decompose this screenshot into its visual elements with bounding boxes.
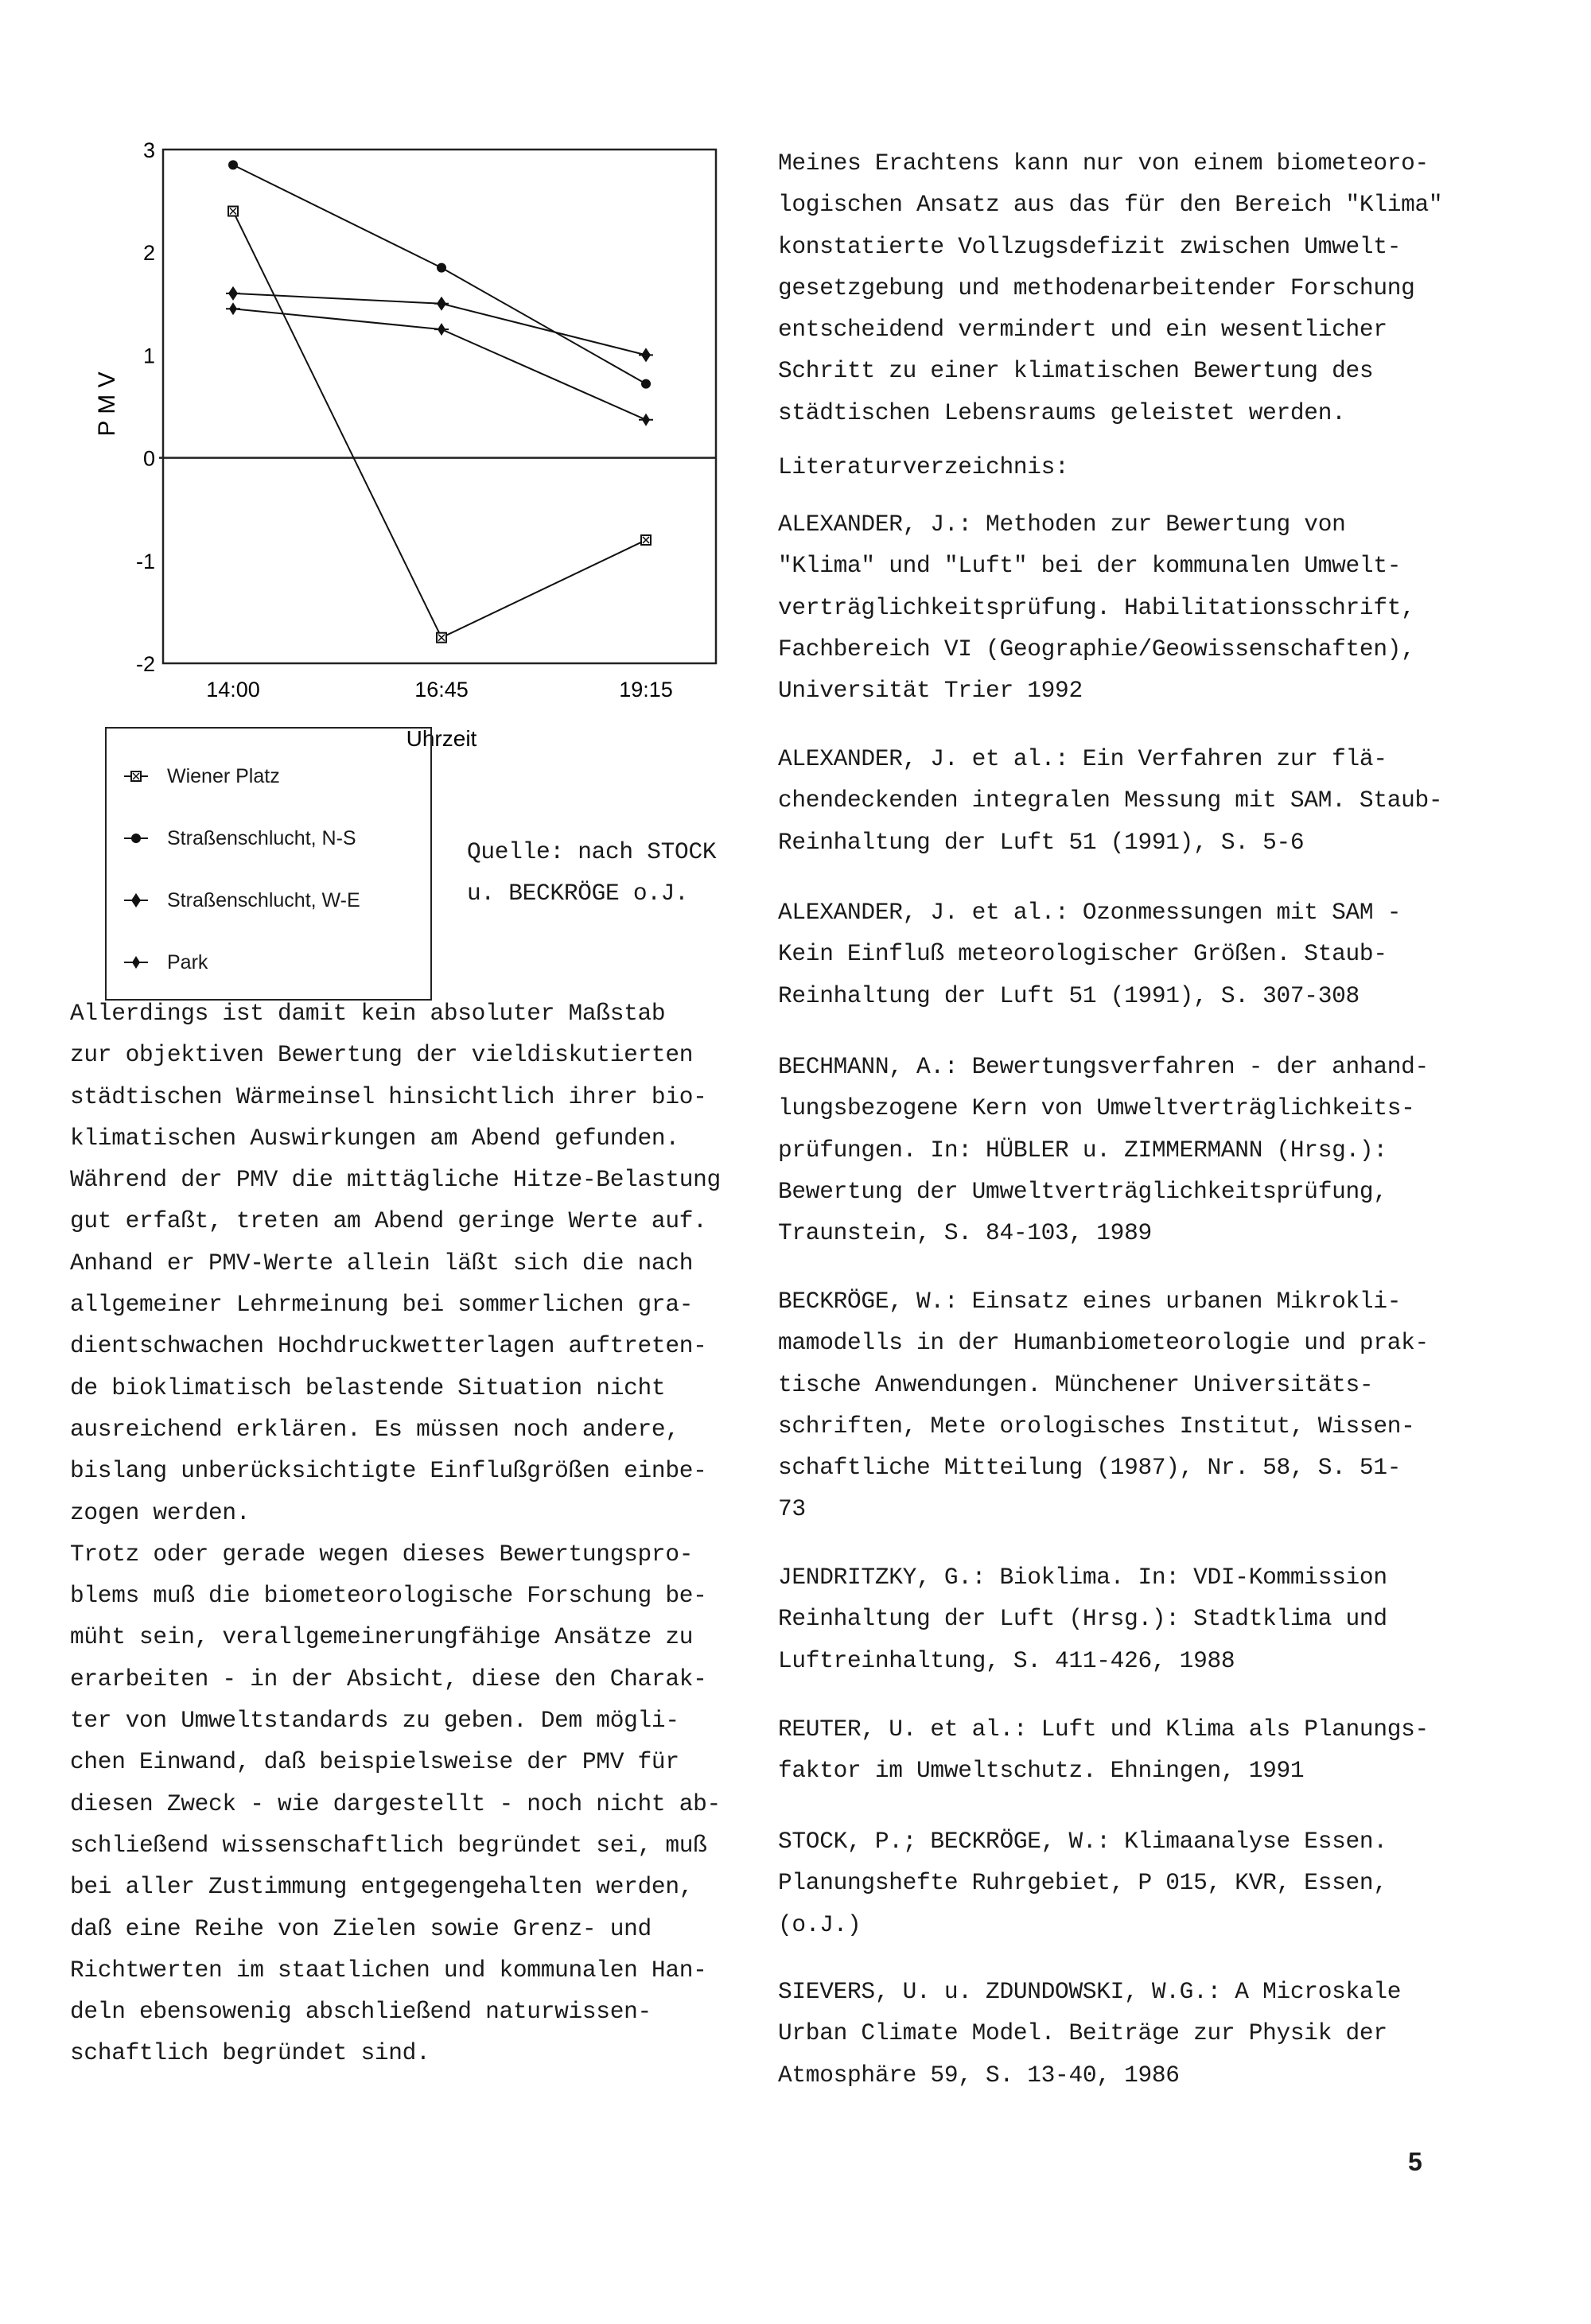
text-line: allgemeiner Lehrmeinung bei sommerlichen gra-: [70, 1291, 694, 1319]
bibliography-entry: [778, 892, 1401, 1016]
text-line: Planungshefte Ruhrgebiet, P 015, KVR, Essen,: [778, 1869, 1387, 1897]
page-number: 5: [1408, 2147, 1422, 2176]
text-line: Reinhaltung der Luft (Hrsg.): Stadtklima und: [778, 1605, 1387, 1633]
text-line: STOCK, P.; BECKRÖGE, W.: Klimaanalyse Essen.: [778, 1828, 1387, 1855]
text-line: müht sein, verallgemeinerungfähige Ansätze zu: [70, 1623, 694, 1651]
text-line: logischen Ansatz aus das für den Bereich "Klima": [778, 191, 1443, 219]
legend-item: [123, 946, 208, 978]
text-line: de bioklimatisch belastende Situation nicht: [70, 1374, 666, 1401]
text-line: schriften, Mete orologisches Institut, Wissen-: [778, 1412, 1415, 1440]
text-line: faktor im Umweltschutz. Ehningen, 1991: [778, 1757, 1305, 1785]
y-tick-label: -2: [135, 652, 155, 676]
text-line: daß eine Reihe von Zielen sowie Grenz- und: [70, 1914, 652, 1942]
text-line: (o.J.): [778, 1910, 862, 1938]
text-line: Richtwerten im staatlichen und kommunalen Han-: [70, 1956, 707, 1984]
text-line: BECHMANN, A.: Bewertungsverfahren - der anhand-: [778, 1053, 1429, 1080]
text-line: schließend wissenschaftlich begründet sei, muß: [70, 1831, 707, 1859]
text-line: gesetzgebung und methodenarbeitender Forschung: [778, 274, 1415, 301]
x-axis-label: Uhrzeit: [406, 726, 477, 751]
text-line: chendeckenden integralen Messung mit SAM. Staub-: [778, 787, 1443, 814]
x-tick-label: 19:15: [619, 678, 673, 701]
text-line: entscheidend vermindert und ein wesentlicher: [778, 316, 1387, 344]
data-point-1-1: [437, 263, 446, 273]
text-line: schaftlich begründet sind.: [70, 2039, 430, 2067]
legend-marker-icon: [123, 953, 150, 972]
bibliography-entry: [778, 1971, 1401, 2096]
data-point-0-0: [228, 207, 238, 216]
y-axis-label: P M V: [94, 371, 120, 437]
text-line: klimatischen Auswirkungen am Abend gefunden.: [70, 1124, 679, 1152]
text-line: lungsbezogene Kern von Umweltverträglichkeits-: [778, 1094, 1415, 1122]
text-line: Anhand er PMV-Werte allein läßt sich die nach: [70, 1249, 694, 1277]
text-line: ALEXANDER, J. et al.: Ein Verfahren zur flä-: [778, 745, 1387, 772]
text-line: tische Anwendungen. Münchener Universitäts-: [778, 1370, 1374, 1398]
text-line: dientschwachen Hochdruckwetterlagen auftreten-: [70, 1332, 707, 1360]
data-point-3-0: [226, 302, 240, 315]
pmv-line-chart: [0, 0, 796, 764]
text-line: ter von Umweltstandards zu geben. Dem mögli-: [70, 1707, 679, 1735]
bibliography-entry: [778, 1821, 1387, 1945]
data-point-2-2: [639, 348, 653, 362]
text-line: schaftliche Mitteilung (1987), Nr. 58, S. 51-: [778, 1454, 1402, 1482]
data-point-3-1: [434, 323, 449, 336]
legend-item: [123, 760, 280, 792]
data-point-3-2: [639, 414, 653, 426]
text-line: blems muß die biometeorologische Forschung be-: [70, 1582, 707, 1610]
text-line: ALEXANDER, J. et al.: Ozonmessungen mit SAM -: [778, 899, 1402, 926]
data-point-1-2: [641, 379, 651, 389]
text-line: REUTER, U. et al.: Luft und Klima als Planungs-: [778, 1716, 1429, 1743]
text-line: Traunstein, S. 84-103, 1989: [778, 1219, 1152, 1247]
series-line-3: [233, 309, 646, 420]
source-caption: [467, 831, 716, 915]
text-line: Kein Einfluß meteorologischer Größen. Staub-: [778, 940, 1387, 968]
source-line: Quelle: nach STOCK: [467, 838, 717, 865]
y-tick-label: -1: [135, 549, 155, 573]
text-line: bislang unberücksichtigte Einflußgrößen einbe-: [70, 1457, 707, 1485]
legend-marker-icon: [123, 829, 150, 848]
text-line: verträglichkeitsprüfung. Habilitationsschrift,: [778, 593, 1415, 621]
legend-marker: [131, 771, 141, 781]
legend-marker: [129, 893, 143, 907]
text-line: Meines Erachtens kann nur von einem biometeoro-: [778, 150, 1429, 177]
legend-marker-icon: [123, 767, 150, 786]
text-line: Bewertung der Umweltverträglichkeitsprüfung,: [778, 1177, 1387, 1205]
text-line: bei aller Zustimmung entgegengehalten werden,: [70, 1873, 694, 1901]
data-point-2-1: [434, 297, 449, 311]
text-line: zur objektiven Bewertung der vieldiskutierten: [70, 1041, 694, 1069]
text-line: diesen Zweck - wie dargestellt - noch nicht ab-: [70, 1790, 721, 1817]
y-tick-label: 3: [142, 138, 155, 162]
text-line: Literaturverzeichnis:: [778, 453, 1069, 480]
text-line: JENDRITZKY, G.: Bioklima. In: VDI-Kommission: [778, 1564, 1387, 1591]
body-text-right: [778, 142, 1442, 433]
x-tick-label: 14:00: [206, 678, 260, 701]
text-line: Fachbereich VI (Geographie/Geowissenschaften),: [778, 635, 1415, 663]
bibliography-entry: [778, 503, 1415, 711]
text-line: BECKRÖGE, W.: Einsatz eines urbanen Mikrokli-: [778, 1288, 1402, 1315]
y-tick-label: 0: [142, 446, 155, 471]
y-tick-label: 1: [142, 344, 155, 368]
bibliography-entry: [778, 1556, 1387, 1681]
bibliography-entry: [778, 1708, 1429, 1792]
legend-marker: [129, 956, 143, 969]
text-line: Luftreinhaltung, S. 411-426, 1988: [778, 1646, 1235, 1674]
data-point-2-0: [226, 286, 240, 301]
x-tick-label: 16:45: [414, 678, 469, 701]
data-point-0-1: [437, 633, 446, 643]
text-line: ausreichend erklären. Es müssen noch andere,: [70, 1415, 679, 1443]
legend-marker-icon: [123, 891, 150, 910]
text-line: Trotz oder gerade wegen dieses Bewertungspro-: [70, 1540, 694, 1568]
text-line: Urban Climate Model. Beiträge zur Physik der: [778, 2019, 1387, 2047]
text-line: Schritt zu einer klimatischen Bewertung des: [778, 357, 1374, 385]
text-line: Universität Trier 1992: [778, 677, 1083, 705]
legend-label: Straßenschlucht, W-E: [167, 888, 360, 911]
text-line: 73: [778, 1495, 806, 1523]
y-tick-label: 2: [142, 241, 155, 266]
legend-label: Straßenschlucht, N-S: [167, 826, 356, 849]
legend-item: [123, 822, 356, 854]
chart-legend: [105, 727, 432, 1001]
text-line: prüfungen. In: HÜBLER u. ZIMMERMANN (Hrsg.):: [778, 1136, 1387, 1164]
bibliography-entry: [778, 738, 1442, 863]
legend-marker: [131, 834, 141, 843]
text-line: chen Einwand, daß beispielsweise der PMV für: [70, 1748, 679, 1776]
text-line: Reinhaltung der Luft 51 (1991), S. 307-308: [778, 981, 1360, 1009]
data-point-1-0: [228, 160, 238, 169]
text-line: städtischen Lebensraums geleistet werden.: [778, 398, 1346, 426]
text-line: städtischen Wärmeinsel hinsichtlich ihrer bio-: [70, 1082, 707, 1110]
text-line: Atmosphäre 59, S. 13-40, 1986: [778, 2061, 1180, 2089]
body-text-left: [70, 993, 721, 2074]
series-line-1: [233, 165, 646, 383]
text-line: "Klima" und "Luft" bei der kommunalen Umwelt-: [778, 552, 1402, 580]
text-line: Während der PMV die mittägliche Hitze-Belastung: [70, 1166, 721, 1194]
source-line: u. BECKRÖGE o.J.: [467, 880, 689, 907]
text-line: zogen werden.: [70, 1498, 251, 1526]
text-line: Allerdings ist damit kein absoluter Maßstab: [70, 1000, 666, 1027]
text-line: mamodells in der Humanbiometeorologie und prak-: [778, 1329, 1429, 1357]
text-line: SIEVERS, U. u. ZDUNDOWSKI, W.G.: A Microskale: [778, 1978, 1402, 2005]
text-line: gut erfaßt, treten am Abend geringe Werte auf.: [70, 1207, 707, 1235]
text-line: deln ebensowenig abschließend naturwissen-: [70, 1998, 652, 2026]
text-line: konstatierte Vollzugsdefizit zwischen Umwelt-: [778, 232, 1402, 260]
bibliography-heading: [778, 446, 1068, 488]
legend-item: [123, 884, 360, 916]
bibliography-entry: [778, 1281, 1429, 1530]
plot-frame: [163, 150, 716, 663]
data-point-0-2: [641, 535, 651, 545]
series-line-0: [233, 212, 646, 638]
text-line: Reinhaltung der Luft 51 (1991), S. 5-6: [778, 828, 1305, 856]
text-line: erarbeiten - in der Absicht, diese den Charak-: [70, 1665, 707, 1692]
bibliography-entry: [778, 1046, 1429, 1253]
text-line: ALEXANDER, J.: Methoden zur Bewertung von: [778, 511, 1346, 538]
legend-label: Park: [167, 950, 208, 974]
legend-label: Wiener Platz: [167, 764, 280, 787]
